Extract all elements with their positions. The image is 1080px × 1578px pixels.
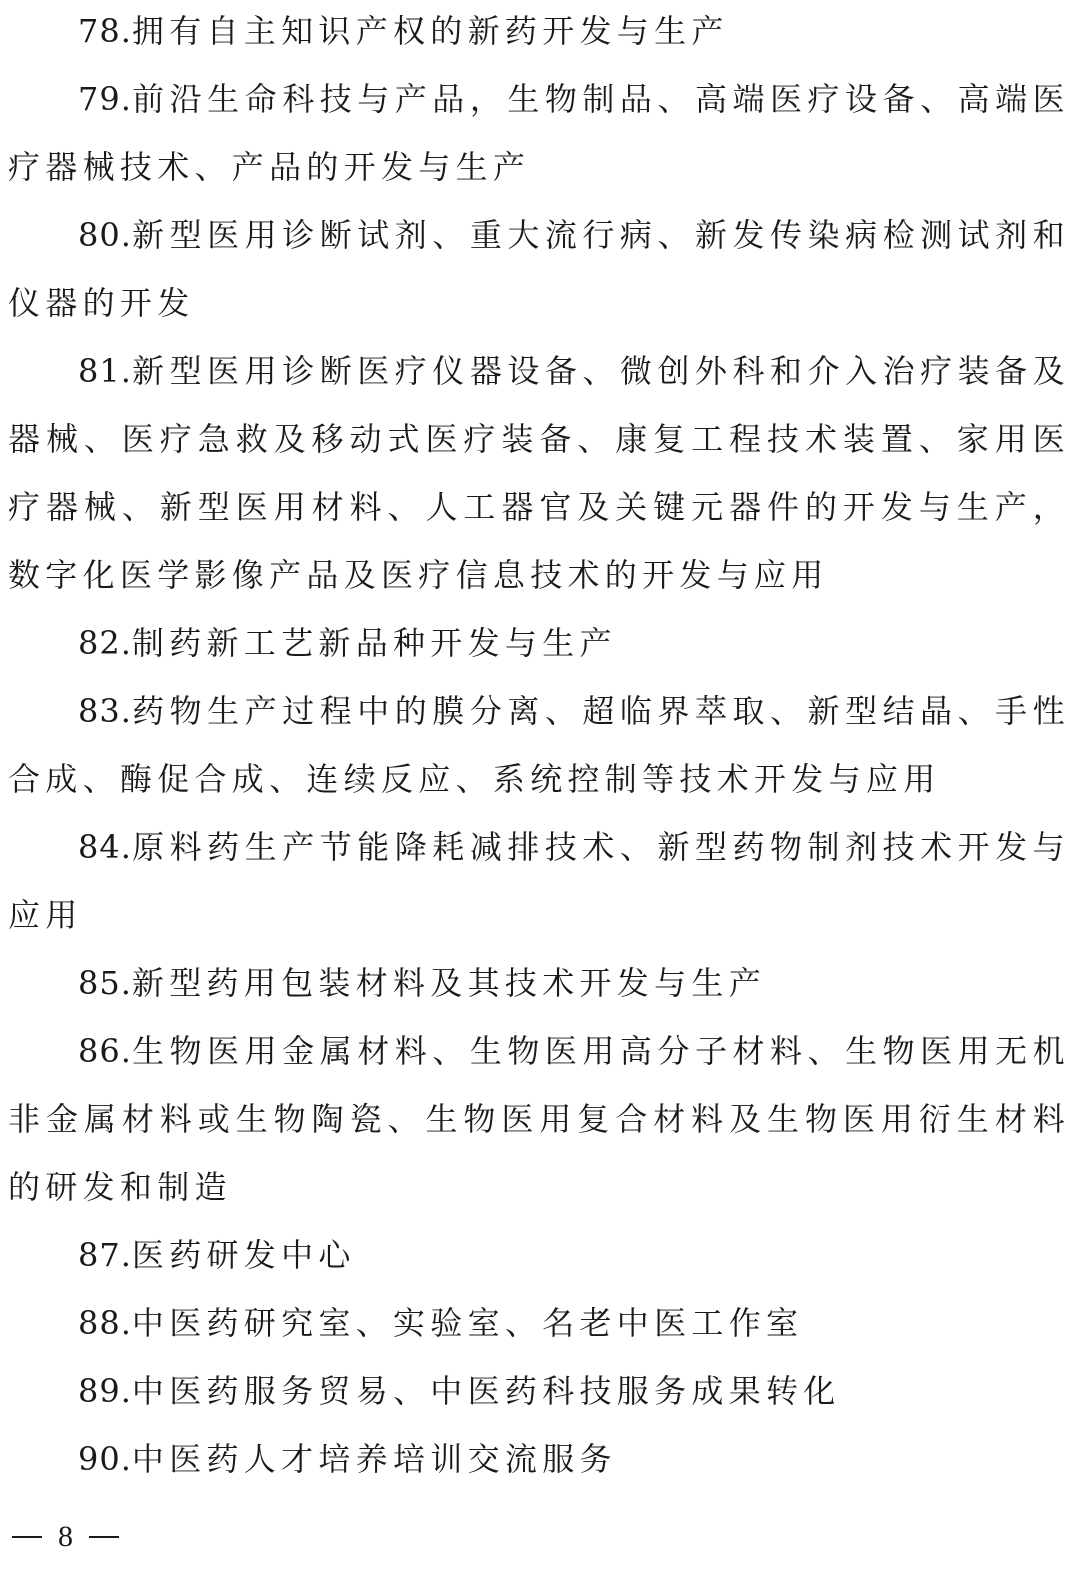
item-text: 制药新工艺新品种开发与生产 [131, 624, 617, 662]
list-item [8, 609, 1070, 677]
item-number: 83 [78, 692, 121, 730]
item-number: 88 [78, 1304, 121, 1342]
item-separator: . [120, 1304, 132, 1342]
list-item [8, 1357, 1070, 1425]
item-separator: . [120, 80, 132, 118]
item-text: 药物生产过程中的膜分离、超临界萃取、新型结晶、手性合成、酶促合成、连续反应、系统控制等技术开发与应用 [8, 692, 1070, 798]
item-text: 医药研发中心 [131, 1236, 356, 1274]
item-separator: . [120, 624, 132, 662]
list-item [8, 949, 1070, 1017]
item-separator: . [120, 1236, 132, 1274]
item-separator: . [120, 828, 132, 866]
item-text: 原料药生产节能降耗减排技术、新型药物制剂技术开发与应用 [8, 828, 1070, 934]
item-number: 89 [78, 1372, 121, 1410]
item-text: 生物医用金属材料、生物医用高分子材料、生物医用无机非金属材料或生物陶瓷、生物医用复合材料及生物医用衍生材料的研发和制造 [8, 1032, 1070, 1206]
page-footer [8, 1515, 123, 1559]
item-text: 新型医用诊断医疗仪器设备、微创外科和介入治疗装备及器械、医疗急救及移动式医疗装备、康复工程技术装置、家用医疗器械、新型医用材料、人工器官及关键元器件的开发与生产，数字化医学影像产品及医疗信息技术的开发与应用 [8, 352, 1070, 594]
list-item [8, 813, 1070, 949]
item-text: 中医药人才培养培训交流服务 [131, 1440, 617, 1478]
item-number: 82 [78, 624, 121, 662]
page-number: 8 [58, 1520, 73, 1553]
footer-left-dash [12, 1536, 42, 1538]
item-separator: . [120, 216, 132, 254]
item-list [8, 0, 1070, 1493]
item-separator: . [120, 352, 132, 390]
list-item [8, 1221, 1070, 1289]
list-item [8, 1289, 1070, 1357]
list-item [8, 201, 1070, 337]
item-separator: . [120, 1372, 132, 1410]
item-number: 84 [78, 828, 121, 866]
item-number: 80 [78, 216, 121, 254]
item-text: 新型药用包装材料及其技术开发与生产 [131, 964, 766, 1002]
item-separator: . [120, 692, 132, 730]
item-number: 90 [78, 1440, 121, 1478]
item-number: 87 [78, 1236, 121, 1274]
item-separator: . [120, 12, 132, 50]
item-number: 79 [78, 80, 121, 118]
item-separator: . [120, 964, 132, 1002]
footer-right-dash [89, 1536, 119, 1538]
item-number: 81 [78, 352, 121, 390]
list-item [8, 0, 1070, 65]
item-number: 78 [78, 12, 121, 50]
list-item [8, 1425, 1070, 1493]
document-page [8, 0, 1070, 1578]
item-text: 中医药研究室、实验室、名老中医工作室 [131, 1304, 804, 1342]
item-text: 前沿生命科技与产品，生物制品、高端医疗设备、高端医疗器械技术、产品的开发与生产 [8, 80, 1070, 186]
list-item [8, 65, 1070, 201]
item-text: 拥有自主知识产权的新药开发与生产 [131, 12, 729, 50]
item-separator: . [120, 1032, 132, 1070]
list-item [8, 1017, 1070, 1221]
item-separator: . [120, 1440, 132, 1478]
item-number: 86 [78, 1032, 121, 1070]
item-text: 新型医用诊断试剂、重大流行病、新发传染病检测试剂和仪器的开发 [8, 216, 1070, 322]
list-item [8, 337, 1070, 609]
list-item [8, 677, 1070, 813]
item-number: 85 [78, 964, 121, 1002]
item-text: 中医药服务贸易、中医药科技服务成果转化 [131, 1372, 841, 1410]
